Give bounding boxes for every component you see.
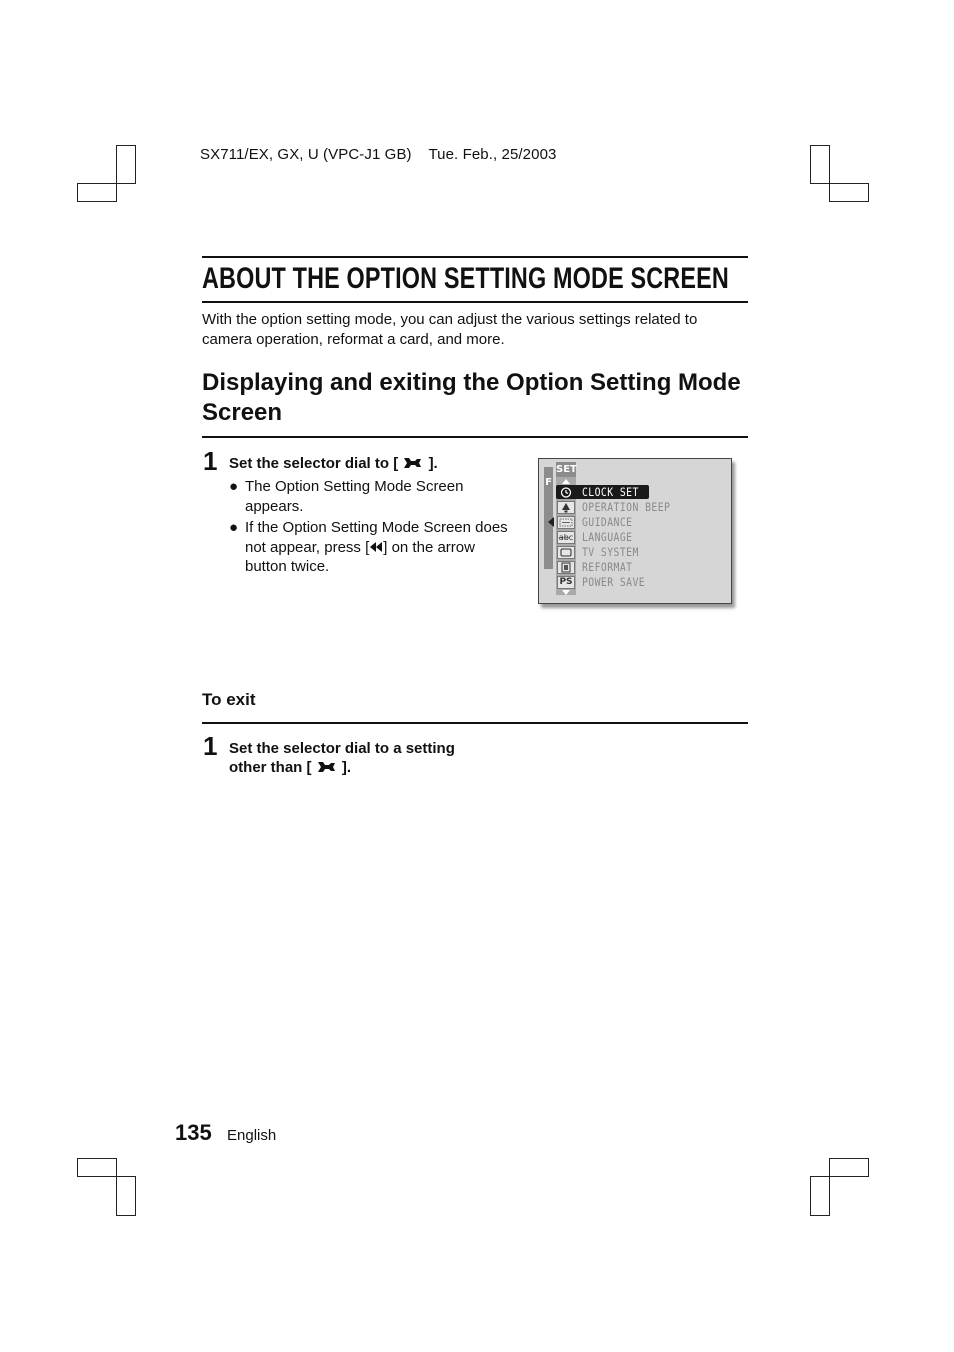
section-title: Displaying and exiting the Option Setting Mode Screen: [202, 369, 741, 426]
bullet-item: [229, 518, 509, 577]
document-header: SX711/EX, GX, U (VPC-J1 GB) Tue. Feb., 25/2003: [200, 146, 557, 163]
menu-item-guidance[interactable]: GUIDANCE: [582, 515, 633, 529]
left-arrow-icon: [548, 517, 554, 527]
menu-item-language[interactable]: LANGUAGE: [582, 530, 633, 544]
page-title: ABOUT THE OPTION SETTING MODE SCREEN: [202, 262, 729, 295]
crop-mark-br-vertical: [810, 1176, 830, 1216]
step-text-after: ].: [428, 455, 438, 472]
card-icon: [557, 561, 575, 574]
intro-paragraph: With the option setting mode, you can adjust the various settings related to camera operation, reformat a card, and more.: [202, 311, 698, 348]
wrench-icon: [402, 456, 424, 470]
menu-item-clock-set[interactable]: CLOCK SET: [582, 485, 639, 499]
exit-step-line2: [229, 758, 351, 777]
menu-item-operation-beep[interactable]: OPERATION BEEP: [582, 500, 671, 514]
language-icon: a̶b̶c: [558, 533, 574, 542]
power-save-icon: PS: [557, 576, 575, 589]
scroll-down-icon: [562, 590, 570, 595]
crop-mark-bl-horizontal: [77, 1158, 117, 1177]
exit-text-after: ].: [341, 759, 352, 776]
step-number: 1: [203, 446, 218, 476]
page-number: 135: [175, 1120, 212, 1145]
exit-text-before: other than [: [229, 759, 312, 776]
bullet-text-before: If the Option Setting Mode Screen does not appear, press [: [245, 519, 508, 556]
crop-mark-tr-horizontal: [829, 183, 869, 202]
crop-mark-tl-vertical: [116, 145, 136, 184]
menu-item-reformat[interactable]: REFORMAT: [582, 560, 633, 574]
bullet-text-after: ] on the arrow button twice.: [245, 538, 475, 575]
section-rule: [202, 436, 748, 438]
clock-icon: [557, 486, 575, 499]
title-bottom-rule: [202, 301, 748, 303]
exit-step-number: 1: [203, 731, 218, 761]
f-tab: F: [545, 477, 552, 488]
exit-heading: To exit: [202, 690, 256, 709]
set-tab: SET: [556, 464, 577, 475]
title-top-rule: [202, 256, 748, 258]
tv-icon: [557, 546, 575, 559]
exit-step-line1: Set the selector dial to a setting: [229, 740, 455, 757]
scroll-up-icon: [562, 479, 570, 484]
menu-item-power-save[interactable]: POWER SAVE: [582, 575, 646, 589]
rewind-icon: [369, 541, 383, 553]
option-setting-screen: [538, 458, 732, 604]
menu-item-tv-system[interactable]: TV SYSTEM: [582, 545, 639, 559]
step-instruction: [229, 454, 438, 473]
bullet-dot: ●: [229, 519, 239, 536]
guidance-icon: [557, 516, 575, 529]
crop-mark-tl-horizontal: [77, 183, 117, 202]
bell-icon: [557, 501, 575, 514]
wrench-icon: [316, 760, 338, 774]
bullet-dot: ●: [229, 478, 239, 495]
bullet-text: The Option Setting Mode Screen appears.: [245, 478, 464, 515]
exit-rule: [202, 722, 748, 724]
crop-mark-bl-vertical: [116, 1176, 136, 1216]
bullet-text: [229, 518, 509, 577]
step-text-before: Set the selector dial to [: [229, 455, 399, 472]
crop-mark-br-horizontal: [829, 1158, 869, 1177]
bullet-item: [229, 477, 509, 516]
page-language: English: [227, 1127, 277, 1144]
crop-mark-tr-vertical: [810, 145, 830, 184]
